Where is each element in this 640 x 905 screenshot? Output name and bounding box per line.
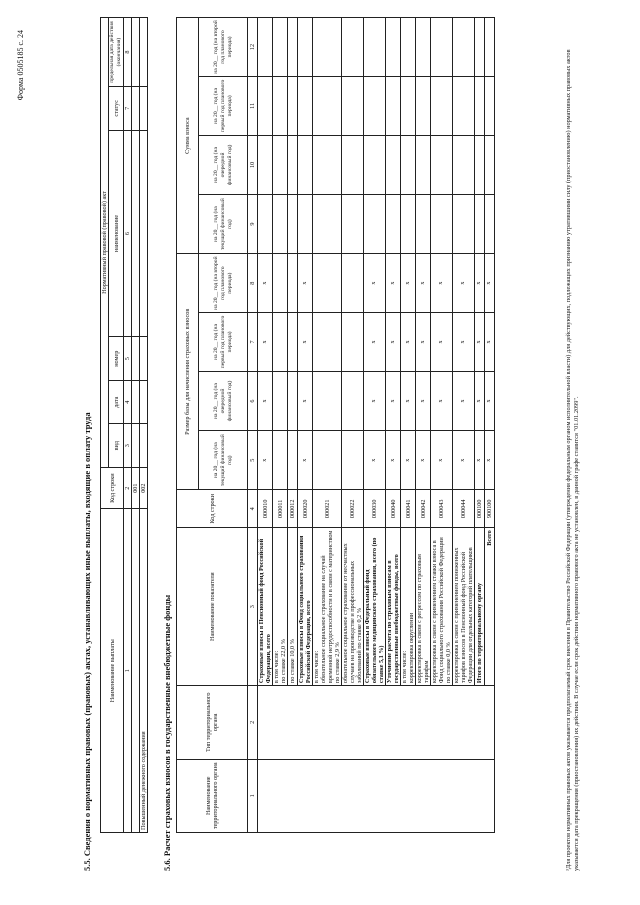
header-date: дата [109, 380, 124, 424]
indicator-label: корректировка в связи с применением пониженных тарифов взносов в Пенсионный фонд Российской Федерации для отдельных категорий плательщиков [453, 547, 474, 684]
value-cell [342, 195, 364, 254]
value-cell [475, 18, 485, 77]
row-code-cell: 000040 [386, 490, 401, 528]
x-mark: x [364, 371, 386, 430]
col-number: 5 [124, 337, 132, 381]
value-cell [288, 371, 298, 430]
header-number: номер [109, 337, 124, 381]
value-cell [431, 195, 453, 254]
header-name: наименование [109, 130, 124, 337]
x-mark: x [416, 371, 431, 430]
row-code-cell: 000021 [313, 490, 342, 528]
value-cell [288, 135, 298, 194]
x-mark: x [453, 313, 475, 372]
header-sum-second: на 20__ год (на второй год планового периода) [199, 18, 248, 77]
value-cell [342, 313, 364, 372]
col-number: 3 [248, 528, 258, 686]
row-code-cell: 000022 [342, 490, 364, 528]
indicator-name-cell [416, 528, 431, 686]
value-cell [273, 431, 288, 490]
indicator-label: по ставке 22,0 % [280, 639, 287, 684]
row-code-cell: 000100 [475, 490, 485, 528]
row-code-cell: 000044 [453, 490, 475, 528]
value-cell [273, 313, 288, 372]
x-mark: x [258, 254, 273, 313]
col-number: 1 [124, 509, 132, 833]
row-code-cell: 000011 [273, 490, 288, 528]
x-mark: x [416, 254, 431, 313]
value-cell [313, 135, 342, 194]
indicator-name-cell [342, 528, 364, 686]
value-cell [416, 76, 431, 135]
col-number: 10 [248, 135, 258, 194]
x-mark: x [431, 431, 453, 490]
indicator-name-cell [475, 528, 485, 686]
x-mark: x [485, 313, 495, 372]
x-mark: x [258, 313, 273, 372]
value-cell [475, 195, 485, 254]
table-row [258, 18, 273, 833]
row-code-cell: 002 [140, 467, 148, 508]
col-number: 2 [124, 467, 132, 508]
indicator-prefix: в том числе: [273, 650, 280, 684]
table-row [132, 18, 140, 833]
col-number: 7 [248, 313, 258, 372]
indicator-label: Страховые взносы в Пенсионный фонд Российской Федерации, всего [258, 538, 272, 684]
col-number: 2 [248, 686, 258, 759]
x-mark: x [258, 371, 273, 430]
col-number: 3 [124, 424, 132, 468]
x-mark: x [401, 431, 416, 490]
value-cell [288, 76, 298, 135]
indicator-name-cell [364, 528, 386, 686]
header-sum-group: Сумма взноса [177, 18, 199, 254]
value-cell [313, 76, 342, 135]
value-cell [273, 195, 288, 254]
column-number-row [248, 18, 258, 833]
section-5-6-table [176, 17, 495, 833]
x-mark: x [416, 313, 431, 372]
indicator-label: корректировка в связи с применением ставки взноса в Фонд социального страхования Российской Федерации по ставке 0,0 % [431, 537, 452, 684]
indicator-label: Всего [486, 530, 493, 546]
value-cell [298, 135, 313, 194]
x-mark: x [386, 254, 401, 313]
x-mark: x [431, 254, 453, 313]
x-mark: x [298, 371, 313, 430]
value-cell [453, 135, 475, 194]
x-mark: x [475, 371, 485, 430]
row-code-cell: 000012 [288, 490, 298, 528]
x-mark: x [298, 313, 313, 372]
indicator-label: обязательное социальное страхование от несчастных случаев на производстве и профессиональных заболеваний по ставке 0,2 % [342, 543, 363, 684]
header-territorial-name: Наименование территориального органа [177, 759, 248, 832]
indicator-name-cell [298, 528, 313, 686]
payment-name-cell [132, 509, 140, 833]
form-number: Форма 0505185 с. 24 [16, 30, 25, 101]
section-5-6-title: 5.6. Расчет страховых взносов в государственные внебюджетные фонды [162, 594, 172, 871]
indicator-prefix: в том числе: [401, 650, 408, 684]
row-code-cell: 900100 [485, 490, 495, 528]
value-cell [313, 18, 342, 77]
value-cell [273, 371, 288, 430]
value-cell [401, 195, 416, 254]
value-cell [313, 195, 342, 254]
header-row-code: Код строки [177, 490, 248, 528]
value-cell [313, 371, 342, 430]
col-number: 4 [248, 490, 258, 528]
row-code-cell: 000030 [364, 490, 386, 528]
column-number-row [124, 18, 132, 833]
x-mark: x [298, 254, 313, 313]
value-cell [273, 76, 288, 135]
col-number: 4 [124, 380, 132, 424]
indicator-label: Страховые взносы в Фонд социального страхования Российской Федерации, всего [298, 535, 312, 684]
row-code-cell: 000020 [298, 490, 313, 528]
x-mark: x [475, 254, 485, 313]
header-indicator: Наименование показателя [177, 528, 248, 686]
indicator-label: корректировка округлении [408, 612, 415, 684]
value-cell [386, 135, 401, 194]
indicator-name-cell [258, 528, 273, 686]
col-number: 11 [248, 76, 258, 135]
header-act-group: Нормативный правовой (правовой) акт [101, 18, 109, 468]
header-base-group: Размер базы для начисления страховых взносов [177, 254, 199, 490]
header-sum-first: на 20__ год (на первый год планового периода) [199, 76, 248, 135]
value-cell [386, 76, 401, 135]
x-mark: x [386, 371, 401, 430]
value-cell [453, 76, 475, 135]
value-cell [313, 254, 342, 313]
territorial-name-cell [258, 759, 495, 832]
value-cell [401, 76, 416, 135]
indicator-name-cell [453, 528, 475, 686]
value-cell [475, 135, 485, 194]
header-status: статус [109, 87, 124, 131]
row-code-cell: 000043 [431, 490, 453, 528]
row-code-cell: 000041 [401, 490, 416, 528]
value-cell [288, 431, 298, 490]
col-number: 7 [124, 87, 132, 131]
section-5-5-title: 5.5. Сведения о нормативных правовых (правовых) актах, устанавливающих иные выплаты, входящие в оплату труда [82, 412, 92, 871]
value-cell [258, 135, 273, 194]
indicator-label: Уточнение расчета по страховым взносам в государственные внебюджетные фонды, всего [386, 554, 400, 684]
x-mark: x [364, 254, 386, 313]
value-cell [288, 18, 298, 77]
x-mark: x [485, 254, 495, 313]
value-cell [453, 195, 475, 254]
col-number: 8 [124, 18, 132, 87]
value-cell [485, 18, 495, 77]
value-cell [313, 431, 342, 490]
header-territorial-type: Тип территориального органа [177, 686, 248, 759]
value-cell [258, 195, 273, 254]
territorial-type-cell [258, 686, 495, 759]
col-number: 8 [248, 254, 258, 313]
value-cell [386, 195, 401, 254]
value-cell [485, 135, 495, 194]
row-code-cell: 001 [132, 467, 140, 508]
x-mark: x [431, 313, 453, 372]
col-number: 5 [248, 431, 258, 490]
value-cell [364, 76, 386, 135]
x-mark: x [485, 371, 495, 430]
x-mark: x [485, 431, 495, 490]
value-cell [401, 135, 416, 194]
value-cell [298, 195, 313, 254]
value-cell [342, 76, 364, 135]
x-mark: x [453, 254, 475, 313]
value-cell [364, 195, 386, 254]
value-cell [431, 135, 453, 194]
x-mark: x [386, 313, 401, 372]
header-sum-current: на 20__ год (на текущий финансовый год) [199, 195, 248, 254]
table-row [140, 18, 148, 833]
x-mark: x [364, 431, 386, 490]
value-cell [342, 254, 364, 313]
row-code-cell: 000042 [416, 490, 431, 528]
header-base-next: на 20__ год (на очередной финансовый год) [199, 371, 248, 430]
col-number: 9 [248, 195, 258, 254]
value-cell [342, 371, 364, 430]
indicator-name-cell [313, 528, 342, 686]
value-cell [401, 18, 416, 77]
col-number: 12 [248, 18, 258, 77]
value-cell [273, 18, 288, 77]
value-cell [416, 195, 431, 254]
indicator-label: Итого по территориальному органу [476, 583, 483, 684]
header-valid-until: предельная дата действия (окончания) [109, 18, 124, 87]
value-cell [416, 18, 431, 77]
x-mark: x [453, 431, 475, 490]
indicator-name-cell [401, 528, 416, 686]
x-mark: x [298, 431, 313, 490]
col-number: 6 [124, 130, 132, 337]
value-cell [342, 135, 364, 194]
value-cell [475, 76, 485, 135]
value-cell [298, 18, 313, 77]
value-cell [288, 254, 298, 313]
value-cell [485, 195, 495, 254]
col-number: 1 [248, 759, 258, 832]
row-code-cell: 000010 [258, 490, 273, 528]
value-cell [431, 76, 453, 135]
x-mark: x [475, 313, 485, 372]
indicator-name-cell [386, 528, 401, 686]
x-mark: x [401, 313, 416, 372]
value-cell [364, 135, 386, 194]
indicator-label: корректировка в связи с регрессом по страховым тарифам [416, 554, 430, 684]
value-cell [273, 135, 288, 194]
x-mark: x [386, 431, 401, 490]
x-mark: x [416, 431, 431, 490]
value-cell [342, 18, 364, 77]
value-cell [258, 76, 273, 135]
x-mark: x [431, 371, 453, 430]
value-cell [288, 313, 298, 372]
indicator-label: обязательное социальное страхование на случай временной нетрудоспособности и в связи с материнством по ставке 2,9 % [320, 530, 341, 684]
header-base-first: на 20__ год (на первый год планового периода) [199, 313, 248, 372]
section-5-5-table [100, 17, 148, 833]
x-mark: x [364, 313, 386, 372]
value-cell [313, 313, 342, 372]
header-payment-name: Наименование выплаты [101, 509, 124, 833]
value-cell [273, 254, 288, 313]
indicator-name-cell [485, 528, 495, 686]
x-mark: x [258, 431, 273, 490]
indicator-name-cell [273, 528, 288, 686]
header-base-current: на 20__ год (на текущий финансовый год) [199, 431, 248, 490]
value-cell [485, 76, 495, 135]
header-kind: вид [109, 424, 124, 468]
indicator-prefix: в том числе: [313, 650, 320, 684]
indicator-label: Страховые взносы в Федеральный фонд обязательного медицинского страхования, всего (по ставке 5,1 %) [364, 537, 385, 684]
footnote: ³Для проектов нормативных правовых актов указывается предполагаемый срок внесения в Правительство Российской Федерации (утверждения федеральным органом исполнительной власти) для действующих, подлежащих признанию утратившими силу (приостановлению) нормативных правовых актов указывается дата прекращения (приостановления) их действия. В случае если срок действия нормативного правового акта не установлен, в данной графе ставится "01.01.2099". [565, 49, 580, 871]
indicator-name-cell [431, 528, 453, 686]
indicator-label: по ставке 10,0 % [289, 639, 296, 684]
value-cell [298, 76, 313, 135]
value-cell [431, 18, 453, 77]
x-mark: x [401, 371, 416, 430]
value-cell [453, 18, 475, 77]
indicator-name-cell [288, 528, 298, 686]
x-mark: x [401, 254, 416, 313]
value-cell [416, 135, 431, 194]
col-number: 6 [248, 371, 258, 430]
header-base-second: на 20__ год (на второй год планового периода) [199, 254, 248, 313]
x-mark: x [453, 371, 475, 430]
payment-name-cell: Повышенный денежного содержания [140, 509, 148, 833]
header-row-code: Код строки [101, 467, 124, 508]
header-sum-next: на 20__ год (на очередной финансовый год) [199, 135, 248, 194]
value-cell [342, 431, 364, 490]
x-mark: x [475, 431, 485, 490]
value-cell [288, 195, 298, 254]
value-cell [258, 18, 273, 77]
value-cell [386, 18, 401, 77]
value-cell [364, 18, 386, 77]
